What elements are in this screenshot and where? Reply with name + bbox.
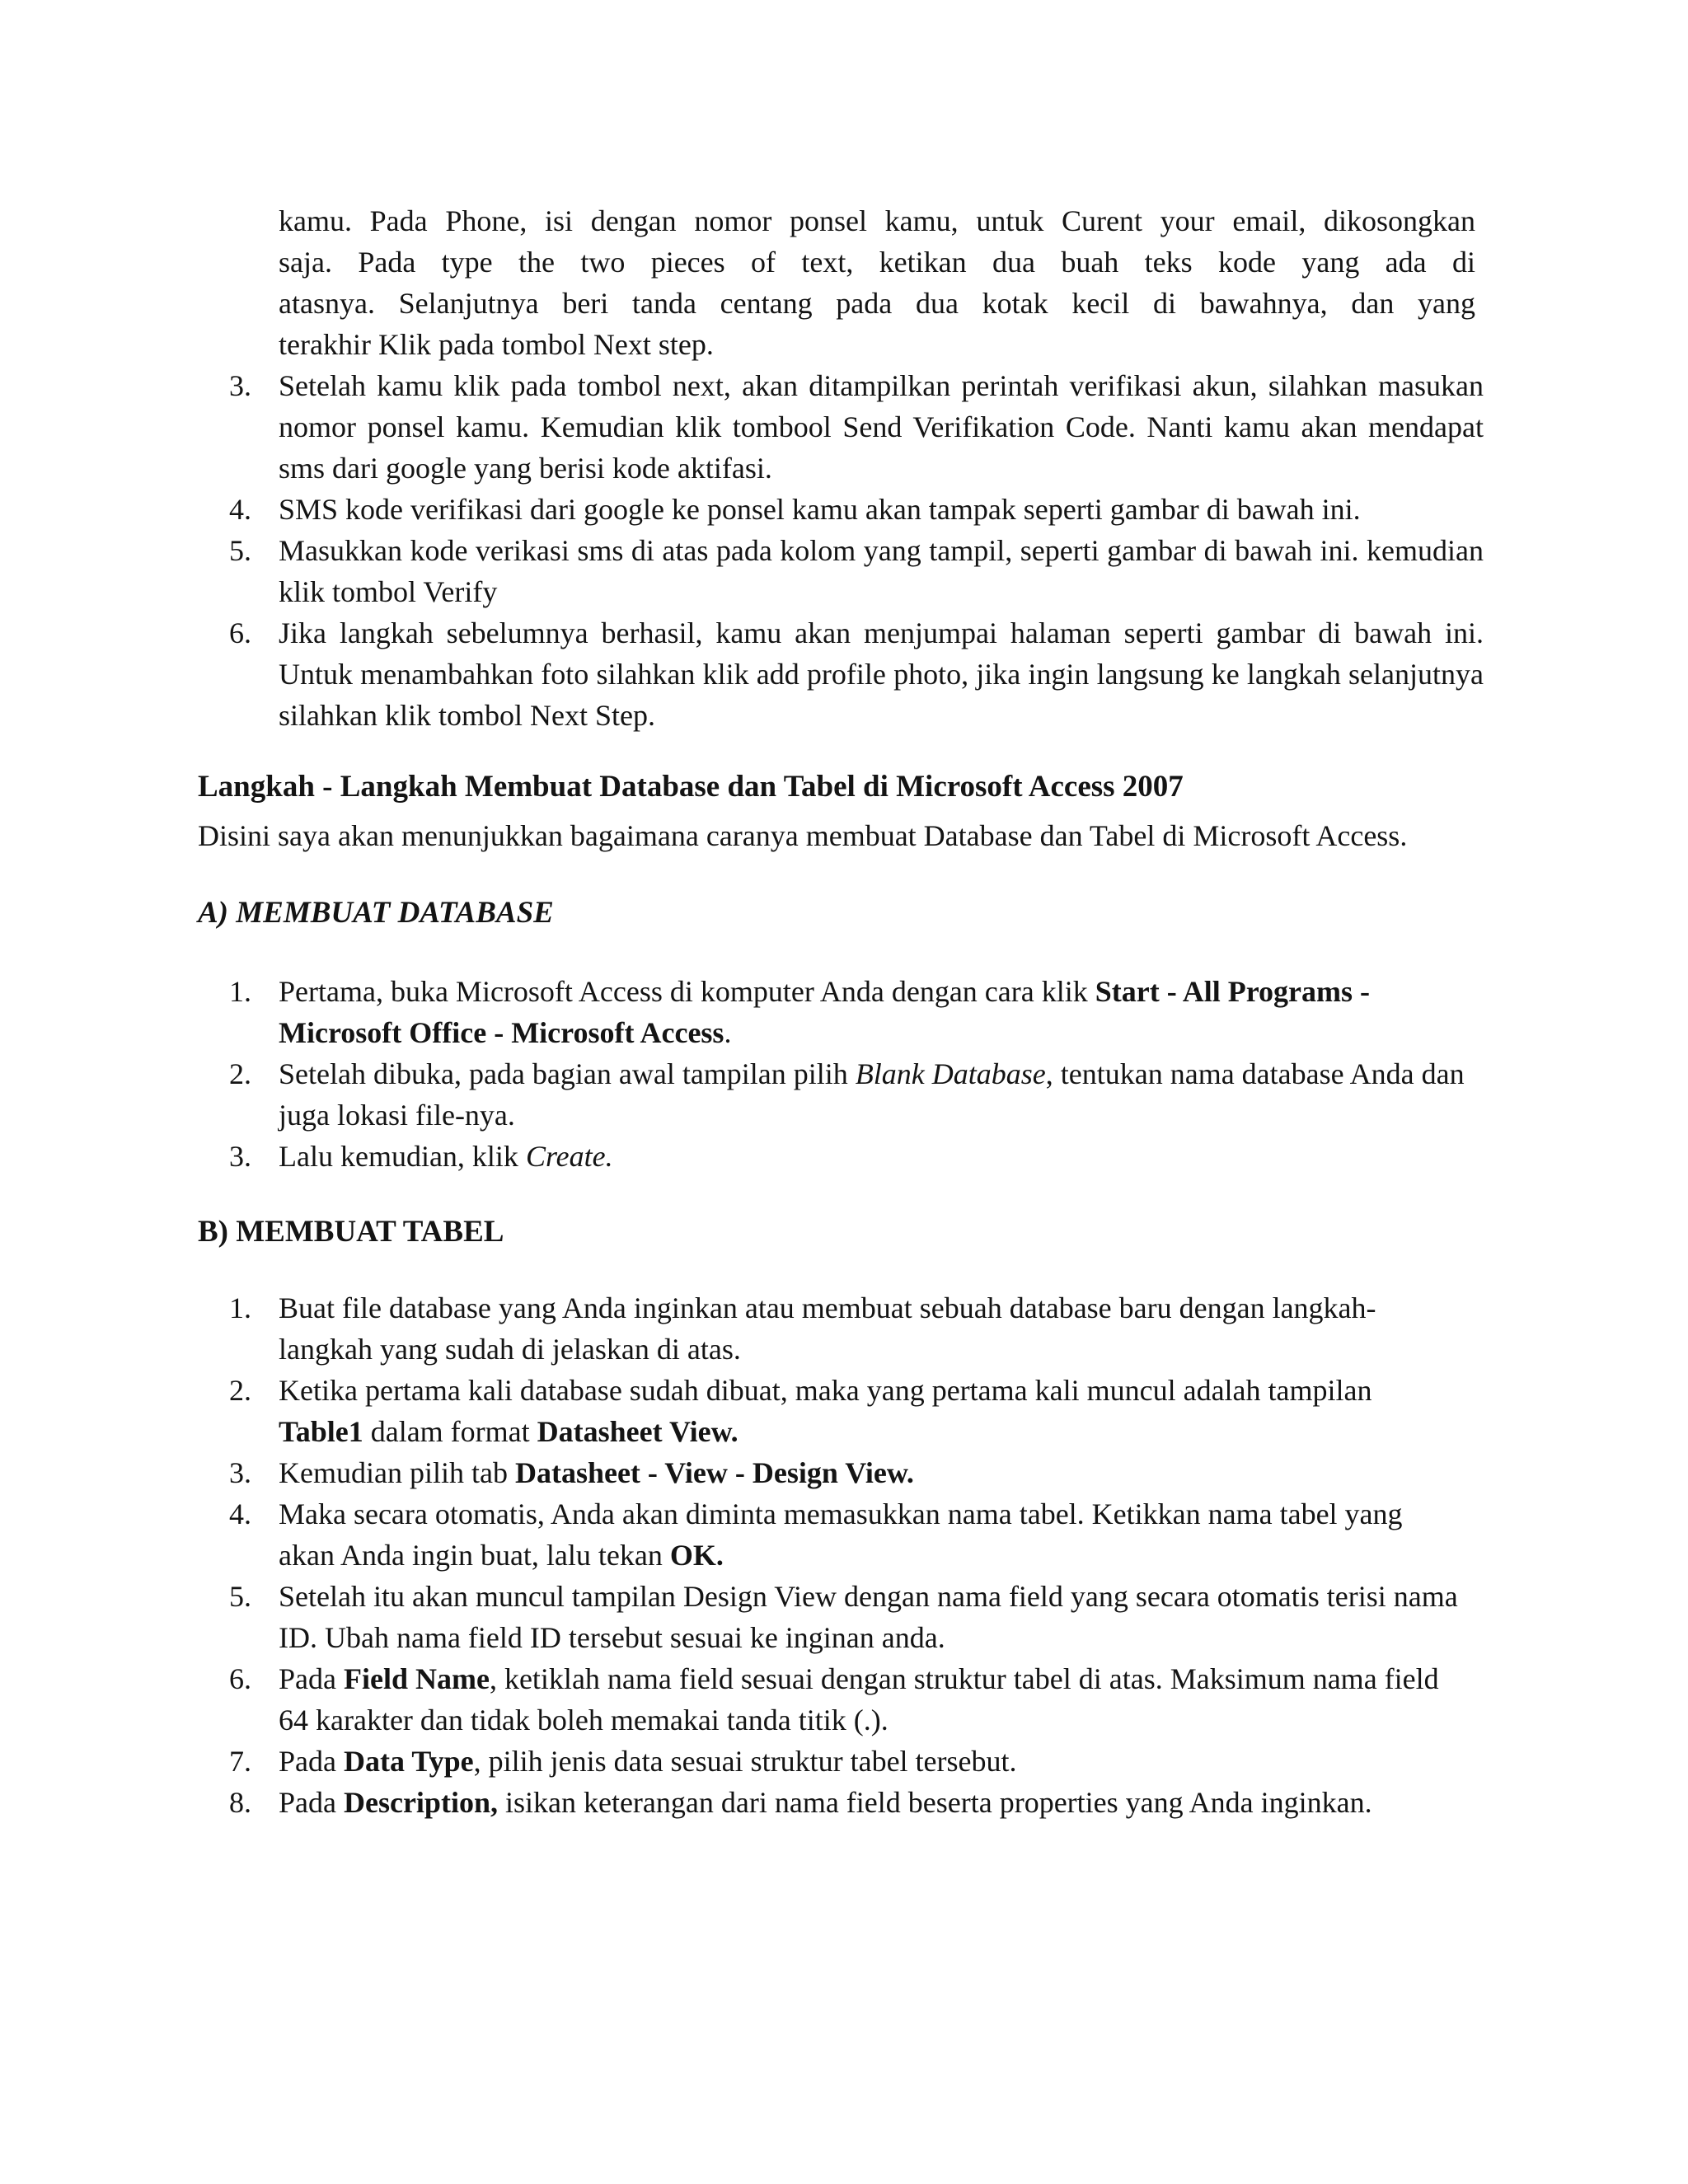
list-number: 5.: [229, 534, 251, 567]
list-item: [198, 489, 1484, 530]
list-item-text: Maka secara otomatis, Anda akan diminta memasukkan nama tabel. Ketikkan nama tabel yang akan Anda ingin buat, lalu tekan OK.: [279, 1497, 1403, 1572]
section-a-title: A) MEMBUAT DATABASE: [198, 896, 554, 930]
list-number: 2.: [229, 1057, 251, 1090]
list-number: 6.: [229, 1662, 251, 1695]
list-number: 4.: [229, 493, 251, 526]
list-number: 8.: [229, 1786, 251, 1819]
list-item: [198, 1452, 1459, 1493]
list-item: [198, 971, 1500, 1053]
step-2-continuation: [279, 200, 1475, 365]
steps-list: [198, 365, 1484, 736]
list-item: [198, 530, 1484, 612]
section-a-list: [198, 971, 1500, 1177]
list-item: [198, 1136, 1500, 1177]
continuation-line: saja. Pada type the two pieces of text, ketikan dua buah teks kode yang ada di: [279, 246, 1475, 279]
list-item: [198, 1053, 1500, 1136]
list-item: [198, 1287, 1459, 1370]
list-item-text: Buat file database yang Anda inginkan atau membuat sebuah database baru dengan langkah-langkah yang sudah di jelaskan di atas.: [279, 1291, 1376, 1366]
list-item-text: Pada Description, isikan keterangan dari nama field beserta properties yang Anda inginkan.: [279, 1786, 1372, 1819]
list-item: [198, 612, 1484, 736]
list-number: 7.: [229, 1745, 251, 1778]
list-number: 1.: [229, 975, 251, 1008]
list-item-text: Lalu kemudian, klik Create.: [279, 1140, 613, 1173]
list-number: 5.: [229, 1580, 251, 1613]
list-number: 1.: [229, 1291, 251, 1324]
list-number: 6.: [229, 616, 251, 649]
list-item: [198, 1576, 1459, 1658]
intro-paragraph: Disini saya akan menunjukkan bagaimana caranya membuat Database dan Tabel di Microsoft Access.: [198, 819, 1408, 852]
list-item: [198, 1493, 1459, 1576]
continuation-line: atasnya. Selanjutnya beri tanda centang pada dua kotak kecil di bawahnya, dan yang: [279, 287, 1475, 320]
list-number: 4.: [229, 1497, 251, 1530]
list-number: 3.: [229, 1456, 251, 1489]
list-item-text: Pada Field Name, ketiklah nama field sesuai dengan struktur tabel di atas. Maksimum nama field 64 karakter dan tidak boleh memakai tanda titik (.).: [279, 1662, 1439, 1736]
continuation-line: kamu. Pada Phone, isi dengan nomor ponsel kamu, untuk Curent your email, dikosongkan: [279, 204, 1475, 237]
list-item-text: Setelah dibuka, pada bagian awal tampilan pilih Blank Database, tentukan nama database Anda dan juga lokasi file-nya.: [279, 1057, 1465, 1132]
list-number: 3.: [229, 1140, 251, 1173]
list-item: [198, 1782, 1459, 1823]
list-item-text: Kemudian pilih tab Datasheet - View - Design View.: [279, 1456, 914, 1489]
list-item: [198, 365, 1484, 489]
section-b-title: B) MEMBUAT TABEL: [198, 1215, 504, 1249]
section-b-list: [198, 1287, 1459, 1823]
section-heading: Langkah - Langkah Membuat Database dan Tabel di Microsoft Access 2007: [198, 770, 1184, 804]
list-item: [198, 1370, 1459, 1452]
list-item-text: SMS kode verifikasi dari google ke ponsel kamu akan tampak seperti gambar di bawah ini.: [279, 493, 1361, 526]
list-item-text: Pada Data Type, pilih jenis data sesuai struktur tabel tersebut.: [279, 1745, 1017, 1778]
list-item-text: Jika langkah sebelumnya berhasil, kamu akan menjumpai halaman seperti gambar di bawah ini. Untuk menambahkan foto silahkan klik add profile photo, jika ingin langsung ke langkah selanjutnya silahkan klik tombol Next Step.: [279, 616, 1484, 732]
list-number: 2.: [229, 1374, 251, 1407]
list-item-text: Setelah itu akan muncul tampilan Design View dengan nama field yang secara otomatis terisi nama ID. Ubah nama field ID tersebut sesuai ke inginan anda.: [279, 1580, 1458, 1654]
list-item-text: Ketika pertama kali database sudah dibuat, maka yang pertama kali muncul adalah tampilan Table1 dalam format Datasheet View.: [279, 1374, 1372, 1448]
list-item: [198, 1658, 1459, 1741]
list-item: [198, 1741, 1459, 1782]
list-item-text: Setelah kamu klik pada tombol next, akan ditampilkan perintah verifikasi akun, silahkan masukan nomor ponsel kamu. Kemudian klik tombool Send Verifikation Code. Nanti kamu akan mendapat sms dari google yang berisi kode aktifasi.: [279, 369, 1484, 485]
list-item-text: Masukkan kode verikasi sms di atas pada kolom yang tampil, seperti gambar di bawah ini. kemudian klik tombol Verify: [279, 534, 1484, 608]
list-number: 3.: [229, 369, 251, 402]
continuation-line: terakhir Klik pada tombol Next step.: [279, 328, 714, 361]
list-item-text: Pertama, buka Microsoft Access di komputer Anda dengan cara klik Start - All Programs - Microsoft Office - Microsoft Access.: [279, 975, 1370, 1049]
